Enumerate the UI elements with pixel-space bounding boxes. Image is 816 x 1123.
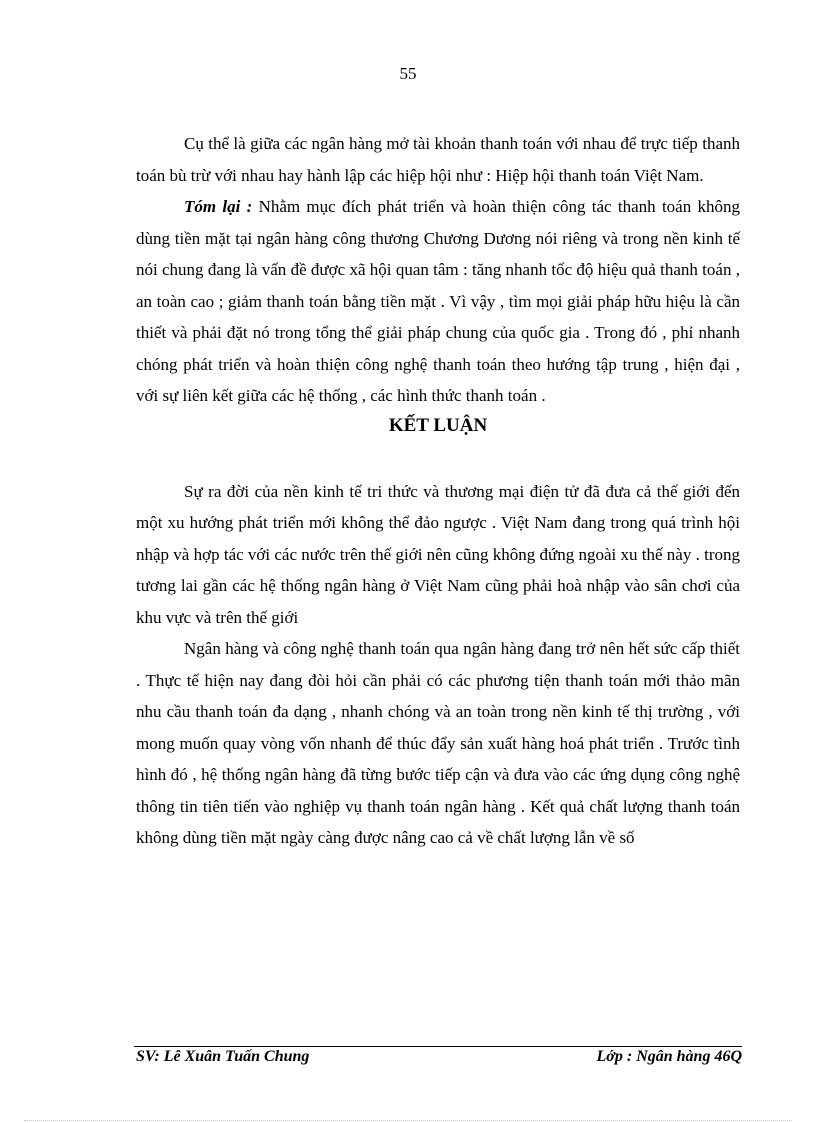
footer-divider xyxy=(134,1046,742,1047)
summary-label: Tóm lại : xyxy=(184,197,253,216)
summary-text: Nhằm mục đích phát triển và hoàn thiện công tác thanh toán không dùng tiền mặt tại ngân hàng công thương Chương Dương nói riêng và trong nền kinh tế nói chung đang là vấn đề được xã hội quan tâm : tăng nhanh tốc độ hiệu quả thanh toán , an toàn cao ; giảm thanh toán bằng tiền mặt . Vì vậy , tìm mọi giải pháp hữu hiệu là cần thiết và phải đặt nó trong tổng thể giải pháp chung của quốc gia . Trong đó , phỉ nhanh chóng phát triển và hoàn thiện công nghệ thanh toán theo hướng tập trung , hiện đại , với sự liên kết giữa các hệ thống , các hình thức thanh toán . xyxy=(136,197,741,405)
paragraph-conclusion-2: Ngân hàng và công nghệ thanh toán qua ngân hàng đang trở nên hết sức cấp thiết . Thực tế hiện nay đang đòi hỏi cần phải có các phương tiện thanh toán mới thảo mãn nhu cầu thanh toán đa dạng , nhanh chóng và an toàn trong nền kinh tế thị trường , với mong muốn quay vòng vốn nhanh để thúc đẩy sản xuất hàng hoá phát triển . Trước tình hình đó , hệ thống ngân hàng đã từng bước tiếp cận và đưa vào các ứng dụng công nghệ thông tin tiên tiến vào nghiệp vụ thanh toán ngân hàng . Kết quả chất lượng thanh toán không dùng tiền mặt ngày càng được nâng cao cả về chất lượng lẫn về số xyxy=(136,639,740,847)
page-number: 55 xyxy=(399,64,417,83)
footer-student: SV: Lê Xuân Tuấn Chung xyxy=(136,1048,310,1065)
paragraph-intro: Cụ thể là giữa các ngân hàng mở tài khoản thanh toán với nhau để trực tiếp thanh toán bù trừ với nhau hay hành lập các hiệp hội như : Hiệp hội thanh toán Việt Nam. xyxy=(136,134,740,185)
footer-class: Lớp : Ngân hàng 46Q xyxy=(596,1048,742,1065)
paragraph-conclusion-1: Sự ra đời của nền kinh tế tri thức và thương mại điện tử đã đưa cả thế giới đến một xu hướng phát triển mới không thể đảo ngược . Việt Nam đang trong quá trình hội nhập và hợp tác với các nước trên thế giới nên cũng không đứng ngoài xu thế này . trong tương lai gần các hệ thống ngân hàng ở Việt Nam cũng phải hoà nhập vào sân chơi của khu vực và trên thế giới xyxy=(136,481,740,627)
document-body xyxy=(136,128,740,854)
page-border xyxy=(24,1120,792,1121)
section-heading: KẾT LUẬN xyxy=(388,414,488,436)
paragraph-summary xyxy=(136,191,740,412)
